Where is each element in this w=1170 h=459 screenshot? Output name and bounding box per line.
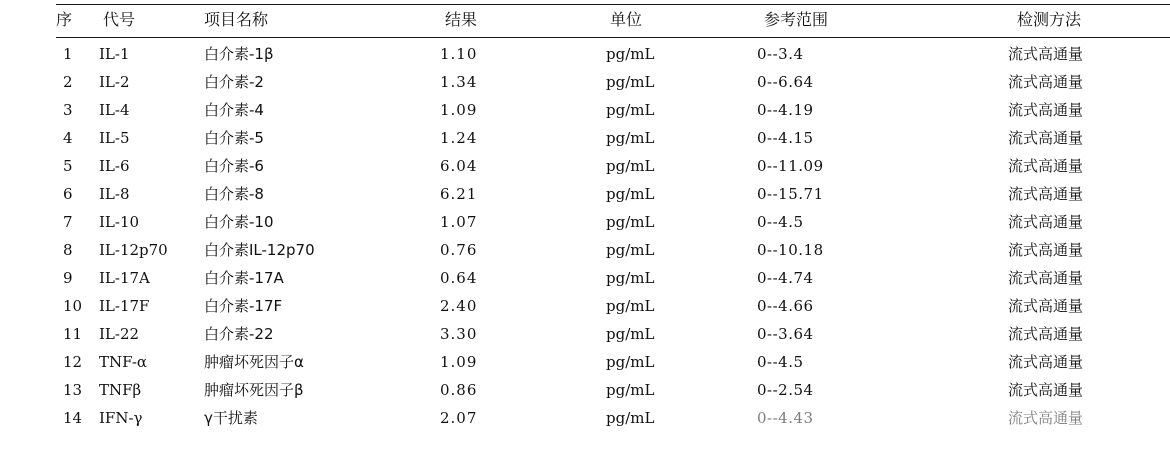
- cell-unit: pg/mL: [606, 45, 655, 63]
- cell-method: 流式高通量: [1008, 269, 1084, 287]
- cell-seq: 8: [63, 241, 73, 259]
- cell-seq: 6: [63, 185, 73, 203]
- cell-reference: 0--10.18: [757, 241, 824, 259]
- cell-unit: pg/mL: [606, 269, 655, 287]
- header-method: 检测方法: [1017, 10, 1082, 29]
- cell-seq: 3: [63, 101, 73, 119]
- cell-method: 流式高通量: [1008, 381, 1084, 399]
- cell-reference: 0--6.64: [757, 73, 814, 91]
- cell-method: 流式高通量: [1008, 101, 1084, 119]
- cell-reference: 0--2.54: [757, 381, 814, 399]
- cell-seq: 2: [63, 73, 73, 91]
- cell-unit: pg/mL: [606, 381, 655, 399]
- cell-unit: pg/mL: [606, 129, 655, 147]
- cell-method: 流式高通量: [1008, 325, 1084, 343]
- cell-result: 1.24: [440, 129, 478, 147]
- cell-seq: 9: [63, 269, 73, 287]
- cell-result: 2.40: [440, 297, 478, 315]
- cell-result: 0.76: [440, 241, 478, 259]
- cell-result: 0.64: [440, 269, 478, 287]
- header-unit: 单位: [610, 10, 643, 29]
- cell-name: 白介素-17F: [204, 297, 283, 315]
- cell-seq: 5: [63, 157, 73, 175]
- cell-result: 1.07: [440, 213, 478, 231]
- cell-code: IL-6: [99, 157, 130, 175]
- cell-method: 流式高通量: [1008, 353, 1084, 371]
- cell-name: 白介素-6: [204, 157, 264, 175]
- cell-method: 流式高通量: [1008, 213, 1084, 231]
- header-name: 项目名称: [204, 10, 269, 29]
- cell-seq: 12: [63, 353, 83, 371]
- cell-reference: 0--3.4: [757, 45, 804, 63]
- cell-name: 白介素-2: [204, 73, 264, 91]
- cell-name: 肿瘤坏死因子β: [204, 381, 304, 399]
- cell-result: 3.30: [440, 325, 478, 343]
- table-row: [0, 292, 1170, 320]
- cell-code: IL-8: [99, 185, 130, 203]
- table-row: [0, 376, 1170, 404]
- table-row: [0, 68, 1170, 96]
- cell-method: 流式高通量: [1008, 185, 1084, 203]
- cell-name: 白介素-17A: [204, 269, 284, 287]
- cell-unit: pg/mL: [606, 157, 655, 175]
- header-code: 代号: [103, 10, 136, 29]
- table-row: [0, 124, 1170, 152]
- cell-method: 流式高通量: [1008, 297, 1084, 315]
- table-row: [0, 40, 1170, 68]
- table-row: [0, 320, 1170, 348]
- cell-name: 白介素-5: [204, 129, 264, 147]
- cell-method: 流式高通量: [1008, 45, 1084, 63]
- table-top-rule: [56, 4, 1170, 5]
- cell-code: TNFβ: [99, 381, 142, 399]
- cell-unit: pg/mL: [606, 325, 655, 343]
- table-row: [0, 348, 1170, 376]
- table-row: [0, 264, 1170, 292]
- cell-reference: 0--4.74: [757, 269, 814, 287]
- cell-code: IFN-γ: [99, 409, 143, 427]
- table-row: [0, 96, 1170, 124]
- cell-seq: 11: [63, 325, 83, 343]
- cell-seq: 7: [63, 213, 73, 231]
- table-row: [0, 152, 1170, 180]
- header-result: 结果: [445, 10, 478, 29]
- cell-reference: 0--4.19: [757, 101, 814, 119]
- header-reference: 参考范围: [764, 10, 829, 29]
- cell-unit: pg/mL: [606, 409, 655, 427]
- cell-code: TNF-α: [99, 353, 148, 371]
- cell-reference: 0--4.66: [757, 297, 814, 315]
- cell-code: IL-10: [99, 213, 140, 231]
- cell-reference: 0--11.09: [757, 157, 824, 175]
- cell-code: IL-17A: [99, 269, 150, 287]
- cell-result: 1.10: [440, 45, 478, 63]
- cell-code: IL-4: [99, 101, 130, 119]
- cell-result: 1.34: [440, 73, 478, 91]
- cell-seq: 14: [63, 409, 83, 427]
- cell-seq: 1: [63, 45, 73, 63]
- cell-name: γ干扰素: [204, 409, 258, 427]
- cell-reference: 0--15.71: [757, 185, 824, 203]
- cell-seq: 13: [63, 381, 83, 399]
- cell-name: 白介素-8: [204, 185, 264, 203]
- cell-reference: 0--4.43: [757, 409, 814, 427]
- cell-name: 白介素-10: [204, 213, 274, 231]
- table-row: [0, 236, 1170, 264]
- cell-method: 流式高通量: [1008, 73, 1084, 91]
- cell-code: IL-12p70: [99, 241, 168, 259]
- cell-method: 流式高通量: [1008, 157, 1084, 175]
- cell-method: 流式高通量: [1008, 129, 1084, 147]
- cell-code: IL-1: [99, 45, 130, 63]
- cell-unit: pg/mL: [606, 185, 655, 203]
- table-row: [0, 180, 1170, 208]
- cell-reference: 0--4.5: [757, 213, 804, 231]
- cell-name: 白介素-4: [204, 101, 264, 119]
- table-row: [0, 208, 1170, 236]
- cell-code: IL-2: [99, 73, 130, 91]
- cell-reference: 0--4.15: [757, 129, 814, 147]
- table-row: [0, 404, 1170, 432]
- cell-unit: pg/mL: [606, 297, 655, 315]
- cell-method: 流式高通量: [1008, 241, 1084, 259]
- cell-reference: 0--4.5: [757, 353, 804, 371]
- cell-seq: 4: [63, 129, 73, 147]
- cell-result: 1.09: [440, 101, 478, 119]
- cell-name: 白介素-22: [204, 325, 274, 343]
- cell-result: 6.04: [440, 157, 478, 175]
- cell-code: IL-22: [99, 325, 140, 343]
- cell-unit: pg/mL: [606, 353, 655, 371]
- cell-reference: 0--3.64: [757, 325, 814, 343]
- cell-unit: pg/mL: [606, 101, 655, 119]
- cell-code: IL-5: [99, 129, 130, 147]
- cell-method: 流式高通量: [1008, 409, 1084, 427]
- cell-result: 0.86: [440, 381, 478, 399]
- table-header-rule: [56, 37, 1170, 38]
- cell-name: 白介素IL-12p70: [204, 241, 315, 259]
- cell-name: 白介素-1β: [204, 45, 274, 63]
- cell-unit: pg/mL: [606, 213, 655, 231]
- cell-seq: 10: [63, 297, 83, 315]
- cell-code: IL-17F: [99, 297, 150, 315]
- cell-unit: pg/mL: [606, 73, 655, 91]
- cell-result: 6.21: [440, 185, 478, 203]
- header-seq: 序: [56, 10, 73, 29]
- cell-unit: pg/mL: [606, 241, 655, 259]
- cell-result: 1.09: [440, 353, 478, 371]
- cell-name: 肿瘤坏死因子α: [204, 353, 304, 371]
- cell-result: 2.07: [440, 409, 478, 427]
